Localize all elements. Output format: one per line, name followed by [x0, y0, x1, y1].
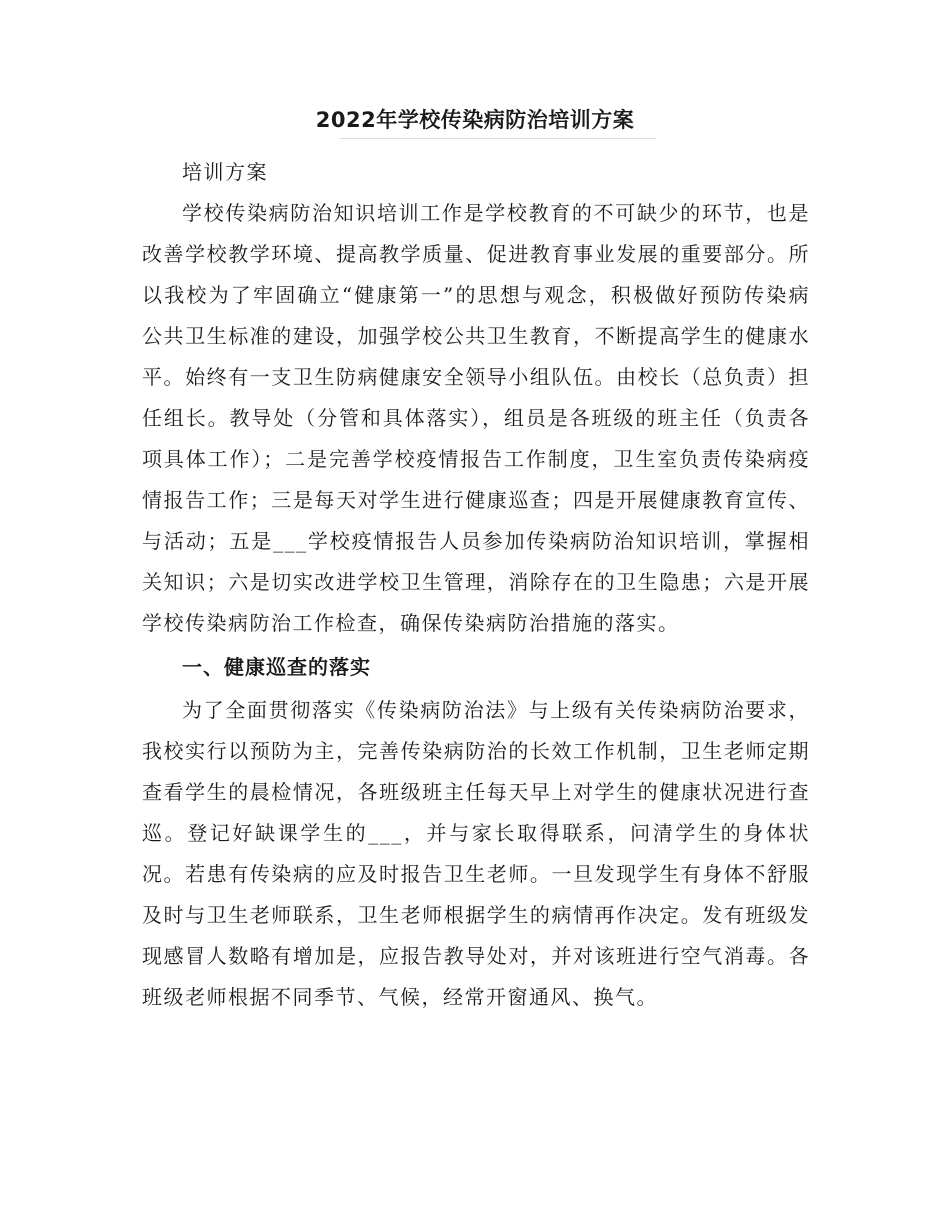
title-underline [340, 138, 656, 139]
document-title-block [0, 104, 950, 136]
document-title: 2022年学校传染病防治培训方案 [315, 108, 635, 132]
section-heading-health-inspection: 一、健康巡查的落实 [182, 655, 371, 679]
section-paragraph-health-inspection: 为了全面贯彻落实《传染病防治法》与上级有关传染病防治要求，我校实行以预防为主，完善传染病防治的长效工作机制，卫生老师定期查看学生的晨检情况，各班级班主任每天早上对学生的健康状况进行查巡。登记好缺课学生的___，并与家长取得联系，问清学生的身体状况。若患有传染病的应及时报告卫生老师。一旦发现学生有身体不舒服及时与卫生老师联系，卫生老师根据学生的病情再作决定。发有班级发现感冒人数略有增加是，应报告教导处对，并对该班进行空气消毒。各班级老师根据不同季节、气候，经常开窗通风、换气。 [142, 698, 810, 1009]
section-label: 培训方案 [182, 160, 268, 184]
intro-paragraph: 学校传染病防治知识培训工作是学校教育的不可缺少的环节，也是改善学校教学环境、提高教学质量、促进教育事业发展的重要部分。所以我校为了牢固确立“健康第一”的思想与观念，积极做好预防传染病公共卫生标准的建设，加强学校公共卫生教育，不断提高学生的健康水平。始终有一支卫生防病健康安全领导小组队伍。由校长（总负责）担任组长。教导处（分管和具体落实），组员是各班级的班主任（负责各项具体工作）；二是完善学校疫情报告工作制度，卫生室负责传染病疫情报告工作；三是每天对学生进行健康巡查；四是开展健康教育宣传、与活动；五是___学校疫情报告人员参加传染病防治知识培训，掌握相关知识；六是切实改进学校卫生管理，消除存在的卫生隐患；六是开展学校传染病防治工作检查，确保传染病防治措施的落实。 [142, 201, 810, 635]
document-body [142, 152, 810, 1018]
